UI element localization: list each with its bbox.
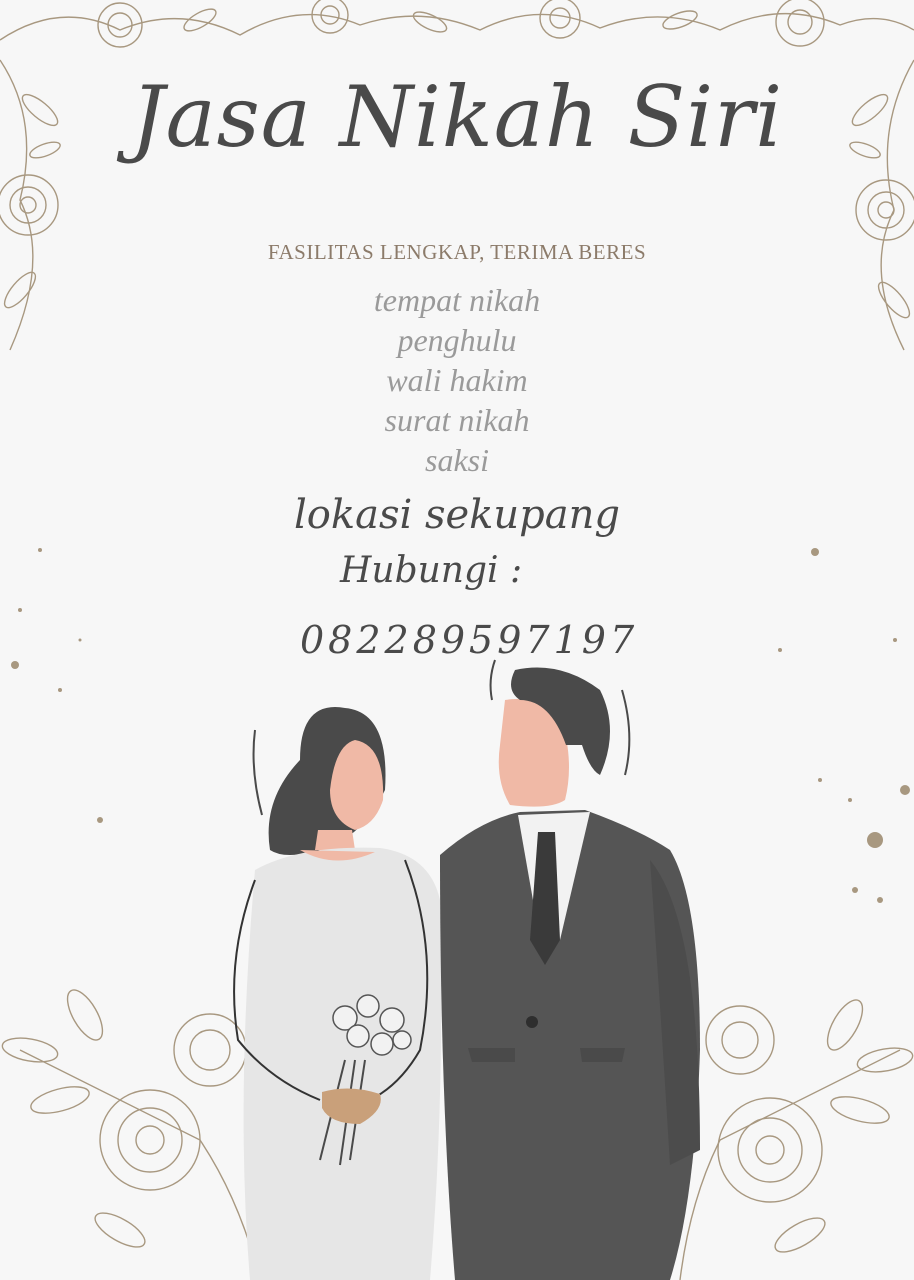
contact-label: Hubungi : [340, 550, 523, 591]
list-item: wali hakim [386, 362, 528, 398]
subtitle: FASILITAS LENGKAP, TERIMA BERES [267, 240, 647, 264]
list-item: saksi [425, 442, 489, 478]
list-item: surat nikah [384, 402, 530, 438]
bride-figure [234, 707, 441, 1280]
page-title: Jasa Nikah Siri [130, 68, 784, 166]
location-text: lokasi sekupang [293, 492, 620, 538]
list-item: penghulu [397, 322, 517, 358]
phone-number: 082289597197 [300, 618, 639, 662]
list-item: tempat nikah [373, 282, 541, 318]
groom-figure [440, 668, 700, 1280]
